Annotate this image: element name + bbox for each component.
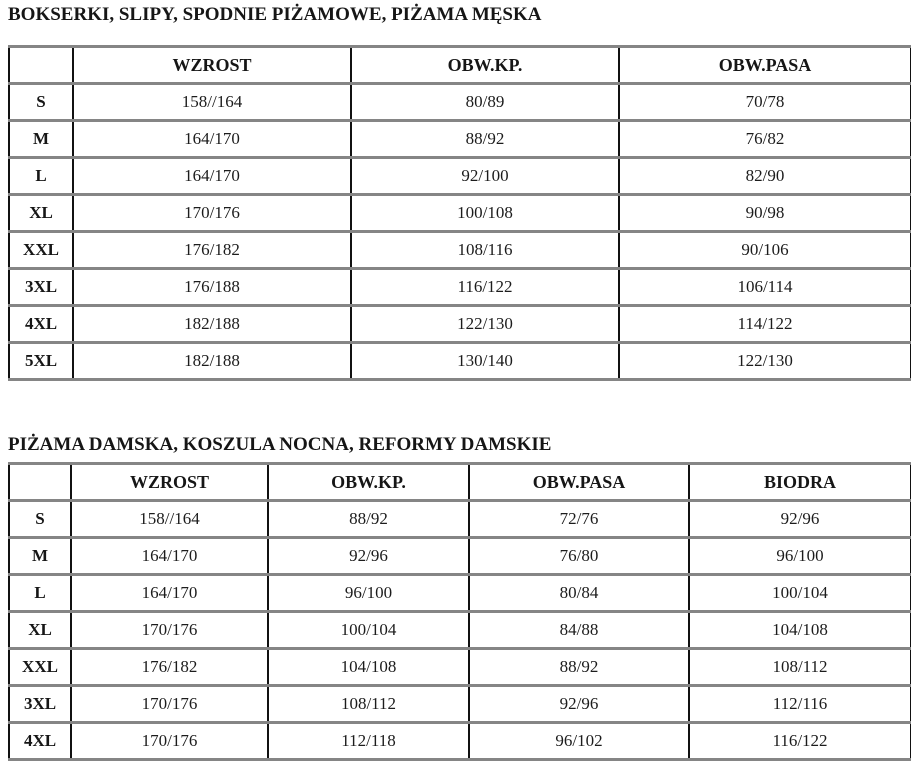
measurement-cell: 104/108 bbox=[268, 649, 469, 686]
size-label-cell: XL bbox=[9, 612, 71, 649]
womens-table-title: PIŻAMA DAMSKA, KOSZULA NOCNA, REFORMY DAMSKIE bbox=[8, 434, 552, 455]
size-label-cell: 5XL bbox=[9, 343, 73, 380]
measurement-cell: 70/78 bbox=[619, 84, 911, 121]
mens-size-table bbox=[8, 45, 911, 381]
size-row bbox=[9, 232, 911, 269]
measurement-cell: 106/114 bbox=[619, 269, 911, 306]
measurement-cell: 116/122 bbox=[351, 269, 619, 306]
measurement-cell: 114/122 bbox=[619, 306, 911, 343]
measurement-cell: 92/100 bbox=[351, 158, 619, 195]
measurement-cell: 158//164 bbox=[73, 84, 351, 121]
size-label-cell: M bbox=[9, 538, 71, 575]
measurement-cell: 170/176 bbox=[71, 686, 268, 723]
size-row bbox=[9, 686, 911, 723]
column-header: OBW.PASA bbox=[469, 464, 689, 501]
measurement-cell: 164/170 bbox=[73, 121, 351, 158]
measurement-cell: 100/108 bbox=[351, 195, 619, 232]
size-row bbox=[9, 121, 911, 158]
column-header: WZROST bbox=[71, 464, 268, 501]
measurement-cell: 76/80 bbox=[469, 538, 689, 575]
size-row bbox=[9, 723, 911, 760]
corner-cell bbox=[9, 464, 71, 501]
measurement-cell: 100/104 bbox=[268, 612, 469, 649]
measurement-cell: 112/118 bbox=[268, 723, 469, 760]
measurement-cell: 122/130 bbox=[351, 306, 619, 343]
measurement-cell: 92/96 bbox=[469, 686, 689, 723]
measurement-cell: 108/112 bbox=[689, 649, 911, 686]
measurement-cell: 80/84 bbox=[469, 575, 689, 612]
size-row bbox=[9, 306, 911, 343]
size-row bbox=[9, 501, 911, 538]
measurement-cell: 108/112 bbox=[268, 686, 469, 723]
size-row bbox=[9, 84, 911, 121]
measurement-cell: 80/89 bbox=[351, 84, 619, 121]
size-label-cell: XXL bbox=[9, 232, 73, 269]
size-row bbox=[9, 158, 911, 195]
size-label-cell: M bbox=[9, 121, 73, 158]
measurement-cell: 72/76 bbox=[469, 501, 689, 538]
measurement-cell: 182/188 bbox=[73, 306, 351, 343]
size-label-cell: XXL bbox=[9, 649, 71, 686]
measurement-cell: 88/92 bbox=[351, 121, 619, 158]
size-row bbox=[9, 575, 911, 612]
size-row bbox=[9, 538, 911, 575]
size-row bbox=[9, 612, 911, 649]
measurement-cell: 82/90 bbox=[619, 158, 911, 195]
column-header: WZROST bbox=[73, 47, 351, 84]
measurement-cell: 108/116 bbox=[351, 232, 619, 269]
measurement-cell: 164/170 bbox=[71, 575, 268, 612]
size-label-cell: L bbox=[9, 158, 73, 195]
measurement-cell: 76/82 bbox=[619, 121, 911, 158]
measurement-cell: 88/92 bbox=[268, 501, 469, 538]
measurement-cell: 116/122 bbox=[689, 723, 911, 760]
size-label-cell: S bbox=[9, 84, 73, 121]
measurement-cell: 170/176 bbox=[73, 195, 351, 232]
size-label-cell: 4XL bbox=[9, 723, 71, 760]
size-label-cell: 3XL bbox=[9, 269, 73, 306]
column-header: OBW.KP. bbox=[351, 47, 619, 84]
size-label-cell: XL bbox=[9, 195, 73, 232]
measurement-cell: 92/96 bbox=[268, 538, 469, 575]
measurement-cell: 176/182 bbox=[71, 649, 268, 686]
measurement-cell: 84/88 bbox=[469, 612, 689, 649]
measurement-cell: 100/104 bbox=[689, 575, 911, 612]
measurement-cell: 170/176 bbox=[71, 612, 268, 649]
measurement-cell: 104/108 bbox=[689, 612, 911, 649]
womens-size-table bbox=[8, 462, 911, 761]
column-header: OBW.KP. bbox=[268, 464, 469, 501]
measurement-cell: 170/176 bbox=[71, 723, 268, 760]
measurement-cell: 164/170 bbox=[73, 158, 351, 195]
measurement-cell: 122/130 bbox=[619, 343, 911, 380]
measurement-cell: 96/100 bbox=[689, 538, 911, 575]
measurement-cell: 92/96 bbox=[689, 501, 911, 538]
size-row bbox=[9, 195, 911, 232]
header-row bbox=[9, 47, 911, 84]
measurement-cell: 88/92 bbox=[469, 649, 689, 686]
column-header: BIODRA bbox=[689, 464, 911, 501]
corner-cell bbox=[9, 47, 73, 84]
size-label-cell: L bbox=[9, 575, 71, 612]
measurement-cell: 158//164 bbox=[71, 501, 268, 538]
column-header: OBW.PASA bbox=[619, 47, 911, 84]
mens-table-title: BOKSERKI, SLIPY, SPODNIE PIŻAMOWE, PIŻAMA MĘSKA bbox=[8, 4, 542, 25]
size-row bbox=[9, 269, 911, 306]
measurement-cell: 176/188 bbox=[73, 269, 351, 306]
size-row bbox=[9, 649, 911, 686]
measurement-cell: 176/182 bbox=[73, 232, 351, 269]
size-label-cell: S bbox=[9, 501, 71, 538]
measurement-cell: 182/188 bbox=[73, 343, 351, 380]
size-label-cell: 4XL bbox=[9, 306, 73, 343]
measurement-cell: 112/116 bbox=[689, 686, 911, 723]
measurement-cell: 96/102 bbox=[469, 723, 689, 760]
measurement-cell: 90/98 bbox=[619, 195, 911, 232]
size-row bbox=[9, 343, 911, 380]
header-row bbox=[9, 464, 911, 501]
measurement-cell: 90/106 bbox=[619, 232, 911, 269]
measurement-cell: 164/170 bbox=[71, 538, 268, 575]
size-label-cell: 3XL bbox=[9, 686, 71, 723]
measurement-cell: 96/100 bbox=[268, 575, 469, 612]
measurement-cell: 130/140 bbox=[351, 343, 619, 380]
